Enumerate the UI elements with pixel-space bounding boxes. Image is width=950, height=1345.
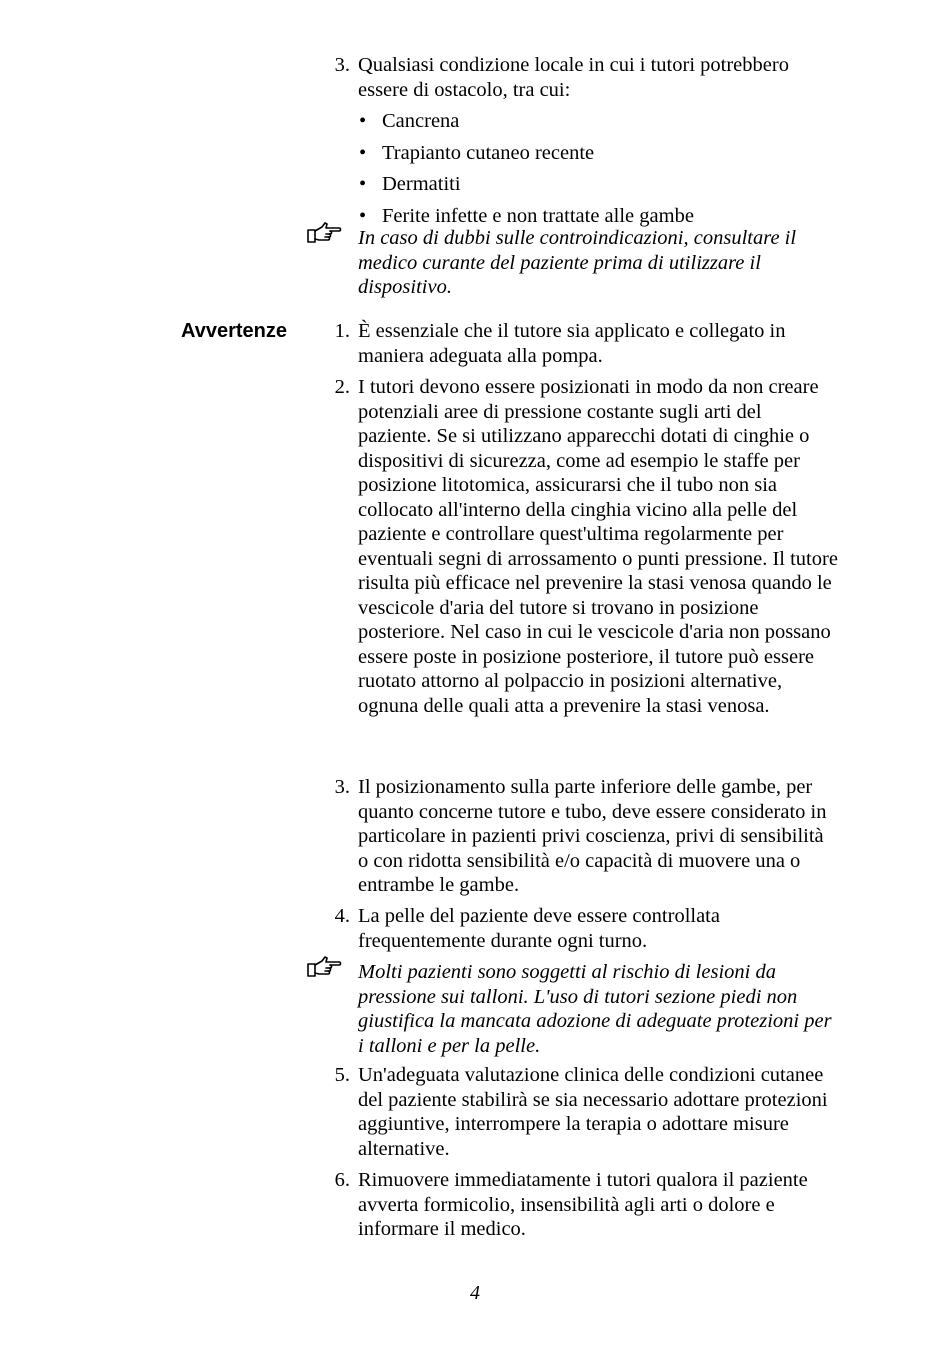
bullet-item: • Cancrena [359,110,460,132]
item-text: I tutori devono essere posizionati in modo da non creare potenziali aree di pressione costante sugli arti del paziente. Se si utilizzano apparecchi dotati di cinghie o dispositivi di sicurezza, come ad esempio le staffe per posizione litotomica, assicurarsi che il tubo non sia collocato all'interno della cinghia vicino alla pelle del paziente e controllare quest'ultima regolarmente per eventuali segni di arrossamento o punti pressione. Il tutore risulta più efficace nel prevenire la stasi venosa quando le vescicole d'aria del tutore si trovano in posizione posteriore. Nel caso in cui le vescicole d'aria non possano essere poste in posizione posteriore, il tutore può essere ruotato attorno al polpaccio in posizioni alternative, ognuna delle quali atta a prevenire la stasi venosa. [358,376,838,717]
section-label-warnings: Avvertenze [181,320,287,342]
warning-item-4 [334,904,838,953]
item-text: Rimuovere immediatamente i tutori qualora il paziente avverta formicolio, insensibilità agli arti o dolore e informare il medico. [358,1169,808,1240]
contraindication-item-3 [334,53,838,228]
pointing-hand-icon [306,222,342,246]
note-text: Molti pazienti sono soggetti al rischio di lesioni da pressione sui talloni. L'uso di tutori sezione piedi non giustifica la mancata adozione di adeguate protezioni per i talloni e per la pelle. [358,961,832,1057]
bullet-list [358,109,838,228]
item-number: 5. [334,1064,350,1086]
warning-item-6 [334,1168,838,1242]
item-text: Un'adeguata valutazione clinica delle condizioni cutanee del paziente stabilirà se sia necessario adottare protezioni aggiuntive, interrompere la terapia o adottare misure alternative. [358,1064,828,1160]
warning-item-3 [334,775,838,898]
item-number: 3. [334,54,350,76]
item-number: 6. [334,1169,350,1191]
bullet-item: • Dermatiti [359,173,461,195]
bullet-item: • Trapianto cutaneo recente [359,141,595,164]
item-text: Qualsiasi condizione locale in cui i tutori potrebbero essere di ostacolo, tra cui: [358,54,789,101]
item-text: È essenziale che il tutore sia applicato e collegato in maniera adeguata alla pompa. [358,320,786,367]
bullet-item: • Ferite infette e non trattate alle gambe [359,204,694,227]
pointing-hand-icon [306,956,342,980]
item-number: 4. [334,905,350,927]
item-number: 3. [334,776,350,798]
item-number: 1. [334,320,350,342]
warning-item-5 [334,1063,838,1161]
item-number: 2. [334,376,350,398]
warning-item-1 [334,319,838,368]
page-number: 4 [470,1282,480,1304]
item-text: Il posizionamento sulla parte inferiore delle gambe, per quanto concerne tutore e tubo, deve essere considerato in particolare in pazienti privi coscienza, privi di sensibilità o con ridotta sensibilità e/o capacità di muovere una o entrambe le gambe. [358,776,827,896]
contraindication-note [358,226,838,300]
item-text: La pelle del paziente deve essere controllata frequentemente durante ogni turno. [358,905,720,952]
warning-note [358,960,838,1058]
warning-item-2 [334,375,838,718]
note-text: In caso di dubbi sulle controindicazioni, consultare il medico curante del paziente prima di utilizzare il dispositivo. [358,227,797,298]
